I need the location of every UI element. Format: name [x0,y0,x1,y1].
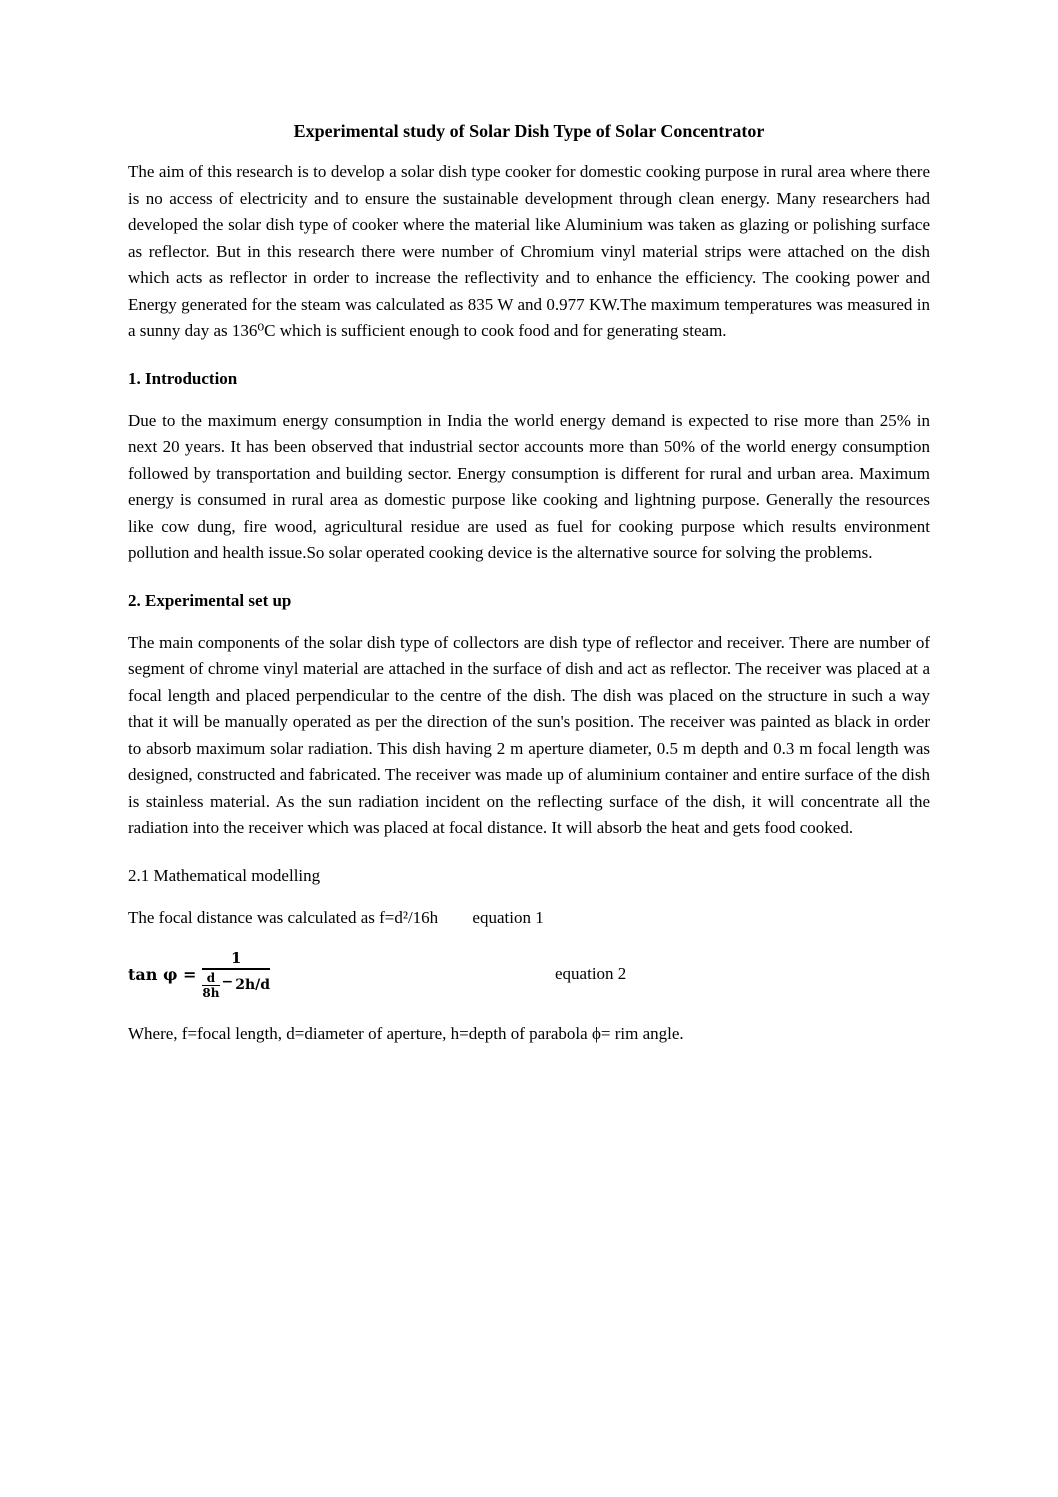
rim-angle-formula [128,950,270,999]
equation-1-label: equation 1 [472,907,544,927]
tan-phi-lhs: tan φ = [128,964,197,984]
fraction-denominator [202,970,270,999]
equation-2-label: equation 2 [555,964,627,983]
experimental-setup-paragraph: The main components of the solar dish type of collectors are dish type of reflector and receiver. There are number of segment of chrome vinyl material are attached in the surface of dish and act as reflector. The receiver was placed at a focal length and placed perpendicular to the centre of the dish. The dish was placed on the structure in such a way that it will be manually operated as per the direction of the sun's position. The receiver was painted as black in order to absorb maximum solar radiation. This dish having 2 m aperture diameter, 0.5 m depth and 0.3 m focal length was designed, constructed and fabricated. The receiver was made up of aluminium container and entire surface of the dish is stainless material. As the sun radiation incident on the reflecting surface of the dish, it will concentrate all the radiation into the receiver which was placed at focal distance. It will absorb the heat and gets food cooked. [128,632,930,837]
minus-sign: − [221,974,234,990]
document-title: Experimental study of Solar Dish Type of Solar Concentrator [293,121,765,141]
two-h-over-d-term: 2h/d [235,977,271,993]
d-over-8h-fraction [202,972,219,999]
mathematical-modelling-heading: 2.1 Mathematical modelling [128,865,321,885]
where-definitions-line: Where, f=focal length, d=diameter of aperture, h=depth of parabola ϕ= rim angle. [128,1024,684,1043]
experimental-setup-heading: 2. Experimental set up [128,590,292,610]
equation-2-row [128,945,930,1003]
rim-angle-fraction [202,950,270,999]
equation-1-row [128,905,930,932]
focal-distance-formula: The focal distance was calculated as f=d²/16h [128,907,439,927]
introduction-heading: 1. Introduction [128,368,238,388]
fraction-numerator: 1 [202,950,270,970]
abstract-paragraph: The aim of this research is to develop a solar dish type cooker for domestic cooking purpose in rural area where there is no access of electricity and to ensure the sustainable development through clean energy. Many researchers had developed the solar dish type of cooker where the material like Aluminium was taken as glazing or polishing surface as reflector. But in this research there were number of Chromium vinyl material strips were attached on the dish which acts as reflector in order to increase the reflectivity and to enhance the efficiency. The cooking power and Energy generated for the steam was calculated as 835 W and 0.977 KW.The maximum temperatures was measured in a sunny day as 136⁰C which is sufficient enough to cook food and for generating steam. [128,162,930,340]
small-fraction-numerator: d [202,972,219,986]
small-fraction-denominator: 8h [202,985,220,1000]
introduction-paragraph: Due to the maximum energy consumption in India the world energy demand is expected to rise more than 25% in next 20 years. It has been observed that industrial sector accounts more than 50% of the world energy consumption followed by transportation and building sector. Energy consumption is different for rural and urban area. Maximum energy is consumed in rural area as domestic purpose like cooking and lightning purpose. Generally the resources like cow dung, fire wood, agricultural residue are used as fuel for cooking purpose which results environment pollution and health issue.So solar operated cooking device is the alternative source for solving the problems. [128,410,930,562]
